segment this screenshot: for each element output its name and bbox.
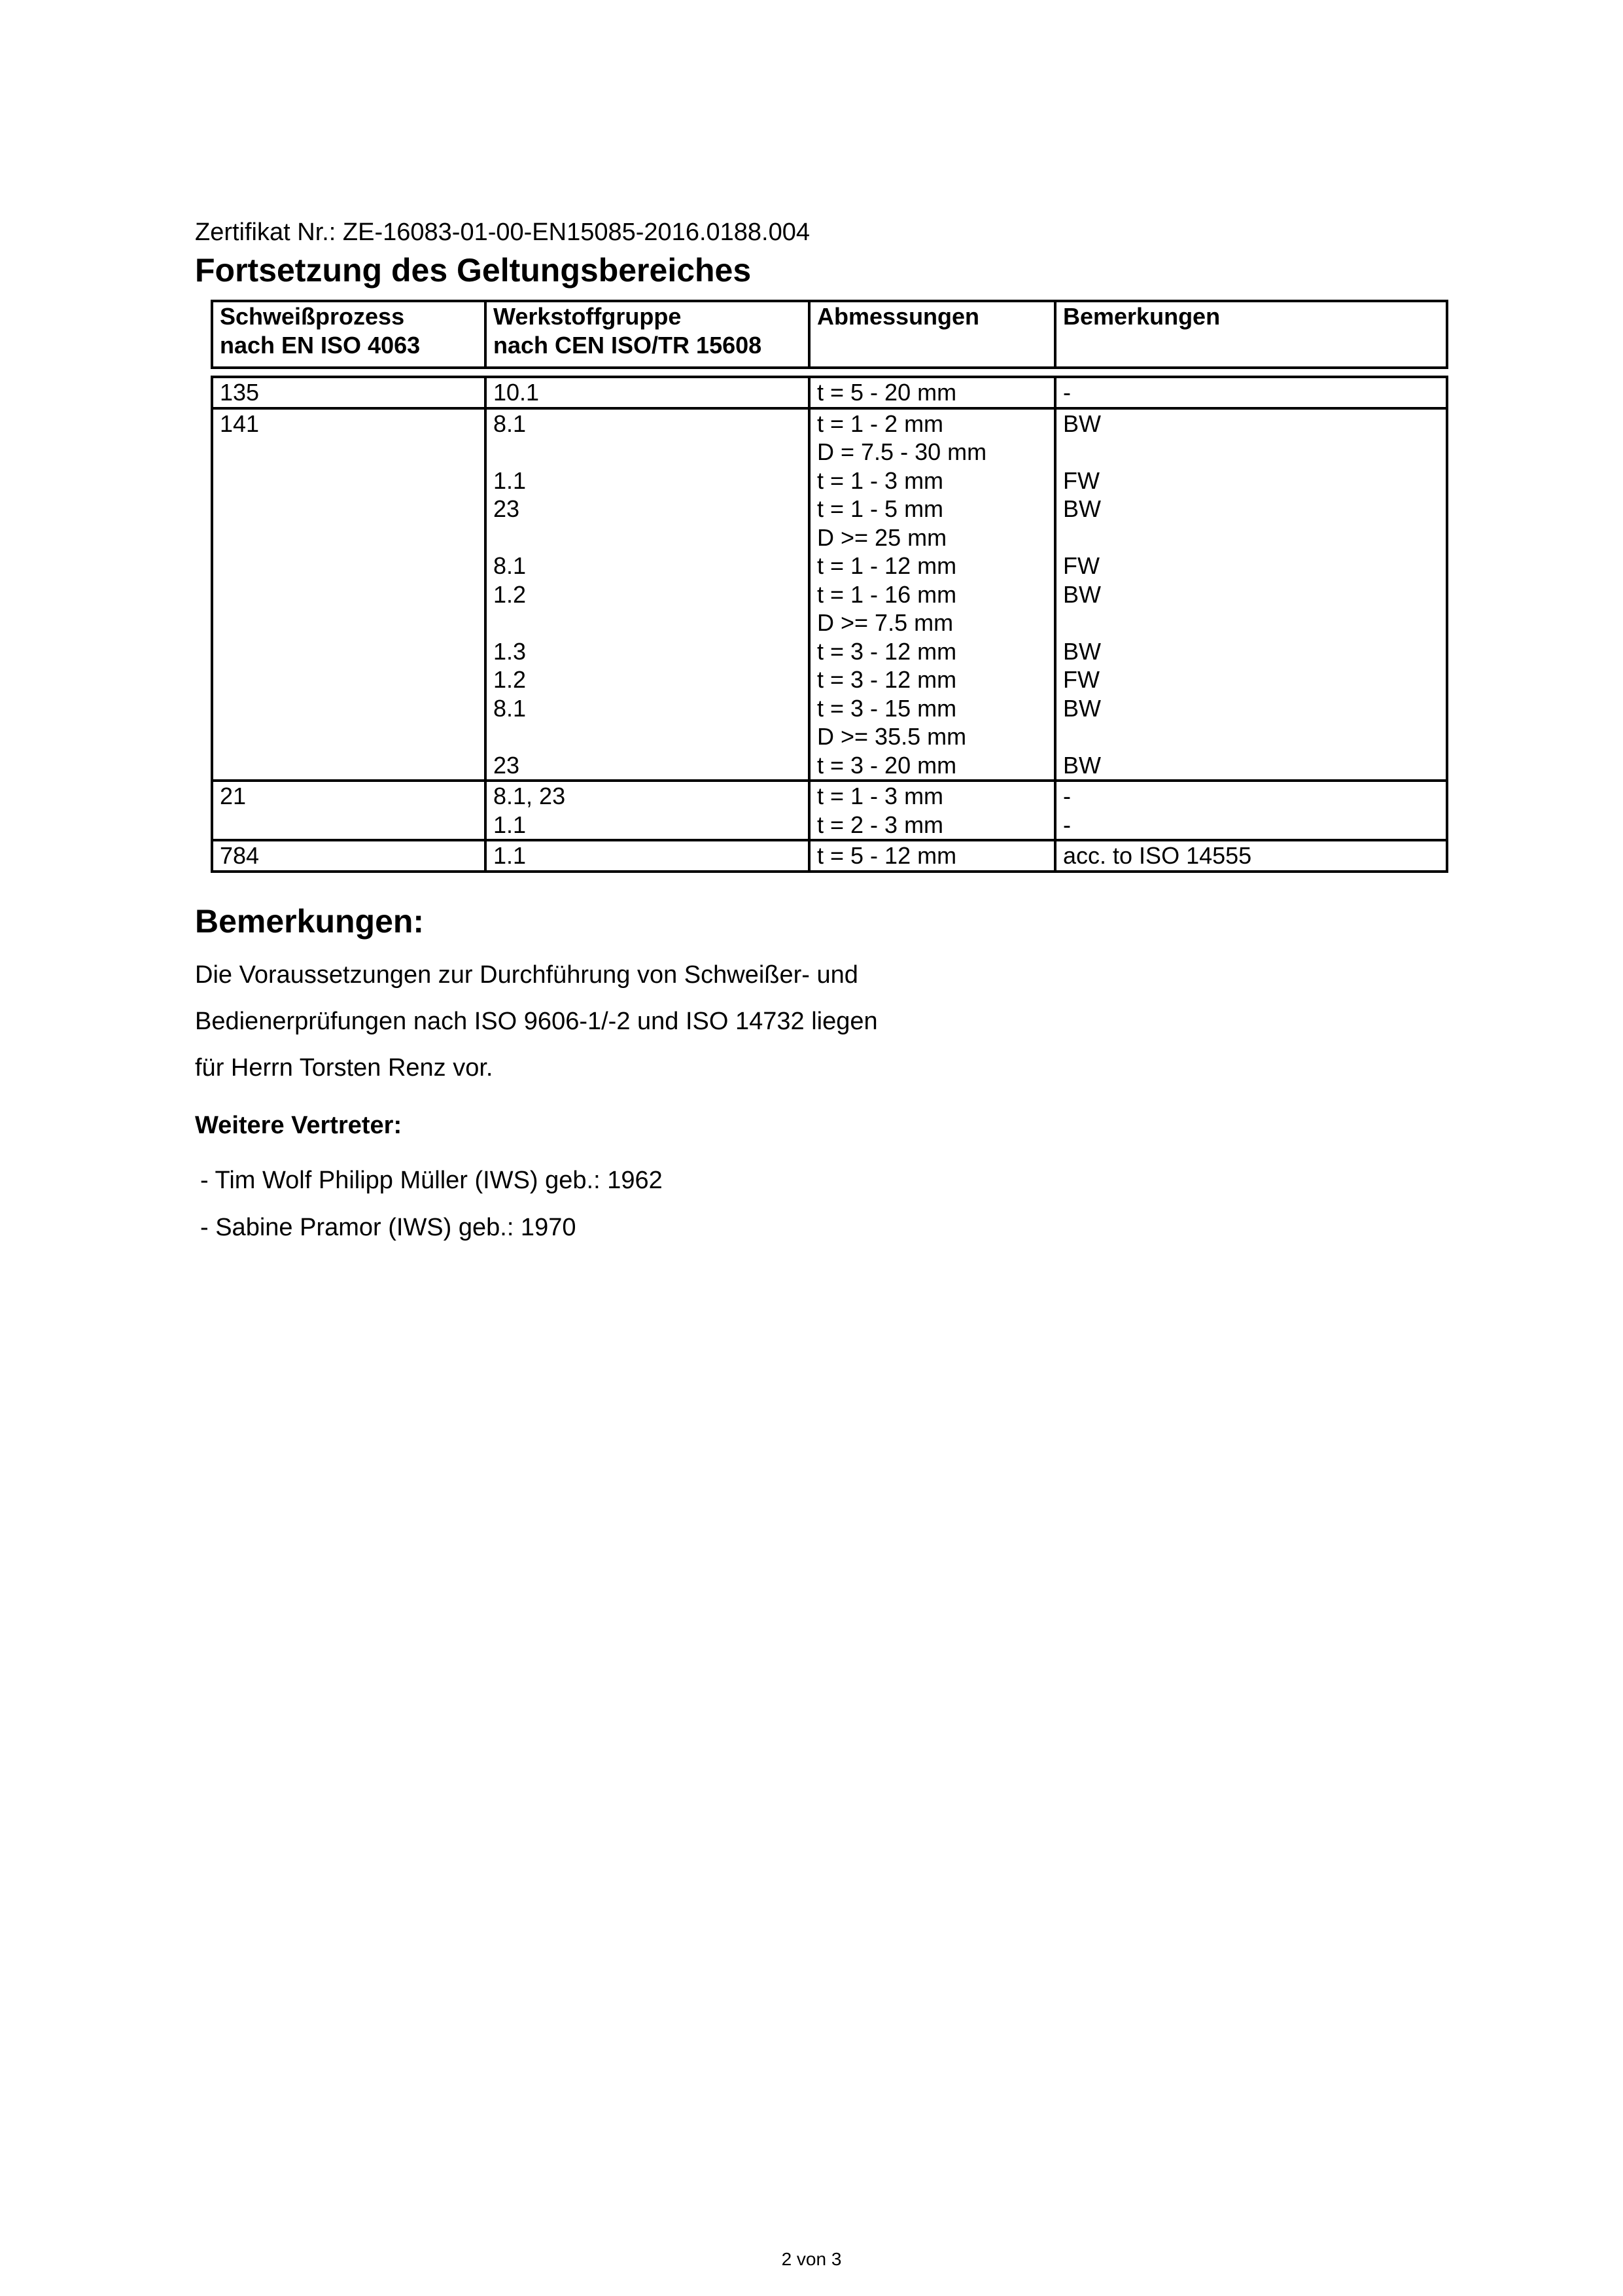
table-cell: t = 3 - 20 mm	[809, 751, 1055, 781]
table-row	[212, 438, 1447, 467]
table-row	[212, 377, 1447, 408]
table-cell	[212, 665, 485, 694]
table-cell	[1055, 722, 1447, 751]
table-cell: 8.1	[485, 552, 809, 580]
table-row	[212, 580, 1447, 609]
table-cell: t = 3 - 15 mm	[809, 694, 1055, 723]
table-cell: D >= 7.5 mm	[809, 609, 1055, 637]
table-cell: 135	[212, 377, 485, 408]
table-cell: 23	[485, 751, 809, 781]
table-cell: t = 5 - 20 mm	[809, 377, 1055, 408]
table-cell	[485, 609, 809, 637]
table-cell: t = 5 - 12 mm	[809, 840, 1055, 872]
list-item: - Tim Wolf Philipp Müller (IWS) geb.: 1962	[200, 1167, 663, 1194]
list-item: - Sabine Pramor (IWS) geb.: 1970	[200, 1214, 576, 1241]
table-cell: t = 3 - 12 mm	[809, 637, 1055, 666]
table-row	[212, 637, 1447, 666]
table-cell	[1055, 523, 1447, 552]
table-row	[212, 840, 1447, 872]
table-cell	[212, 694, 485, 723]
table-cell	[485, 438, 809, 467]
table-cell: 141	[212, 408, 485, 438]
table-cell: BW	[1055, 637, 1447, 666]
table-cell	[485, 523, 809, 552]
table-cell	[1055, 438, 1447, 467]
table-cell: acc. to ISO 14555	[1055, 840, 1447, 872]
table-cell: t = 1 - 3 mm	[809, 781, 1055, 811]
remarks-line: für Herrn Torsten Renz vor.	[195, 1054, 493, 1082]
table-cell: 784	[212, 840, 485, 872]
table-cell	[212, 523, 485, 552]
remarks-paragraph	[195, 952, 1307, 1091]
scope-table	[211, 300, 1448, 873]
table-cell: FW	[1055, 665, 1447, 694]
representatives-list	[200, 1157, 663, 1251]
remarks-heading: Bemerkungen:	[195, 903, 425, 940]
table-row	[212, 751, 1447, 781]
table-cell	[212, 637, 485, 666]
table-cell	[212, 811, 485, 841]
table-cell: 1.3	[485, 637, 809, 666]
table-cell	[212, 609, 485, 637]
table-cell: t = 1 - 2 mm	[809, 408, 1055, 438]
table-cell: 10.1	[485, 377, 809, 408]
table-row	[212, 495, 1447, 523]
table-row	[212, 408, 1447, 438]
table-cell: BW	[1055, 495, 1447, 523]
page-number: 2 von 3	[781, 2249, 842, 2269]
scope-title: Fortsetzung des Geltungsbereiches	[195, 252, 752, 289]
table-row	[212, 523, 1447, 552]
table-cell: BW	[1055, 751, 1447, 781]
table-cell: D >= 25 mm	[809, 523, 1055, 552]
table-cell: BW	[1055, 580, 1447, 609]
table-row	[212, 467, 1447, 495]
table-cell: t = 1 - 5 mm	[809, 495, 1055, 523]
table-cell	[212, 552, 485, 580]
table-cell: FW	[1055, 552, 1447, 580]
table-cell: D = 7.5 - 30 mm	[809, 438, 1055, 467]
table-cell: -	[1055, 377, 1447, 408]
remarks-line: Bedienerprüfungen nach ISO 9606-1/-2 und ISO 14732 liegen	[195, 1008, 878, 1035]
table-cell: D >= 35.5 mm	[809, 722, 1055, 751]
table-cell: t = 1 - 16 mm	[809, 580, 1055, 609]
table-cell: 1.1	[485, 467, 809, 495]
table-cell: t = 2 - 3 mm	[809, 811, 1055, 841]
table-cell	[212, 438, 485, 467]
table-row	[212, 781, 1447, 811]
table-header-row	[212, 301, 1447, 368]
table-cell: 1.2	[485, 580, 809, 609]
table-cell	[212, 467, 485, 495]
header-material-group: Werkstoffgruppe nach CEN ISO/TR 15608	[485, 301, 809, 368]
table-row	[212, 609, 1447, 637]
table-cell	[212, 751, 485, 781]
table-row	[212, 811, 1447, 841]
table-cell: 1.1	[485, 840, 809, 872]
table-cell	[212, 722, 485, 751]
table-cell: BW	[1055, 694, 1447, 723]
table-cell: BW	[1055, 408, 1447, 438]
table-cell: 8.1	[485, 694, 809, 723]
remarks-line: Die Voraussetzungen zur Durchführung von Schweißer- und	[195, 961, 858, 989]
header-dimensions: Abmessungen	[809, 301, 1055, 368]
table-cell: 23	[485, 495, 809, 523]
table-cell: 8.1	[485, 408, 809, 438]
header-remarks: Bemerkungen	[1055, 301, 1447, 368]
table-cell: t = 1 - 3 mm	[809, 467, 1055, 495]
table-cell: 1.1	[485, 811, 809, 841]
table-cell: FW	[1055, 467, 1447, 495]
table-cell: t = 3 - 12 mm	[809, 665, 1055, 694]
table-cell: -	[1055, 811, 1447, 841]
table-cell: t = 1 - 12 mm	[809, 552, 1055, 580]
table-cell: -	[1055, 781, 1447, 811]
table-row	[212, 694, 1447, 723]
table-row	[212, 552, 1447, 580]
certificate-number: Zertifikat Nr.: ZE-16083-01-00-EN15085-2016.0188.004	[195, 219, 810, 246]
table-row	[212, 722, 1447, 751]
table-cell	[212, 580, 485, 609]
table-cell: 1.2	[485, 665, 809, 694]
table-cell: 21	[212, 781, 485, 811]
table-cell	[212, 495, 485, 523]
table-cell: 8.1, 23	[485, 781, 809, 811]
table-cell	[485, 722, 809, 751]
table-cell	[1055, 609, 1447, 637]
representatives-heading: Weitere Vertreter:	[195, 1112, 402, 1139]
table-row	[212, 665, 1447, 694]
header-process: Schweißprozess nach EN ISO 4063	[212, 301, 485, 368]
